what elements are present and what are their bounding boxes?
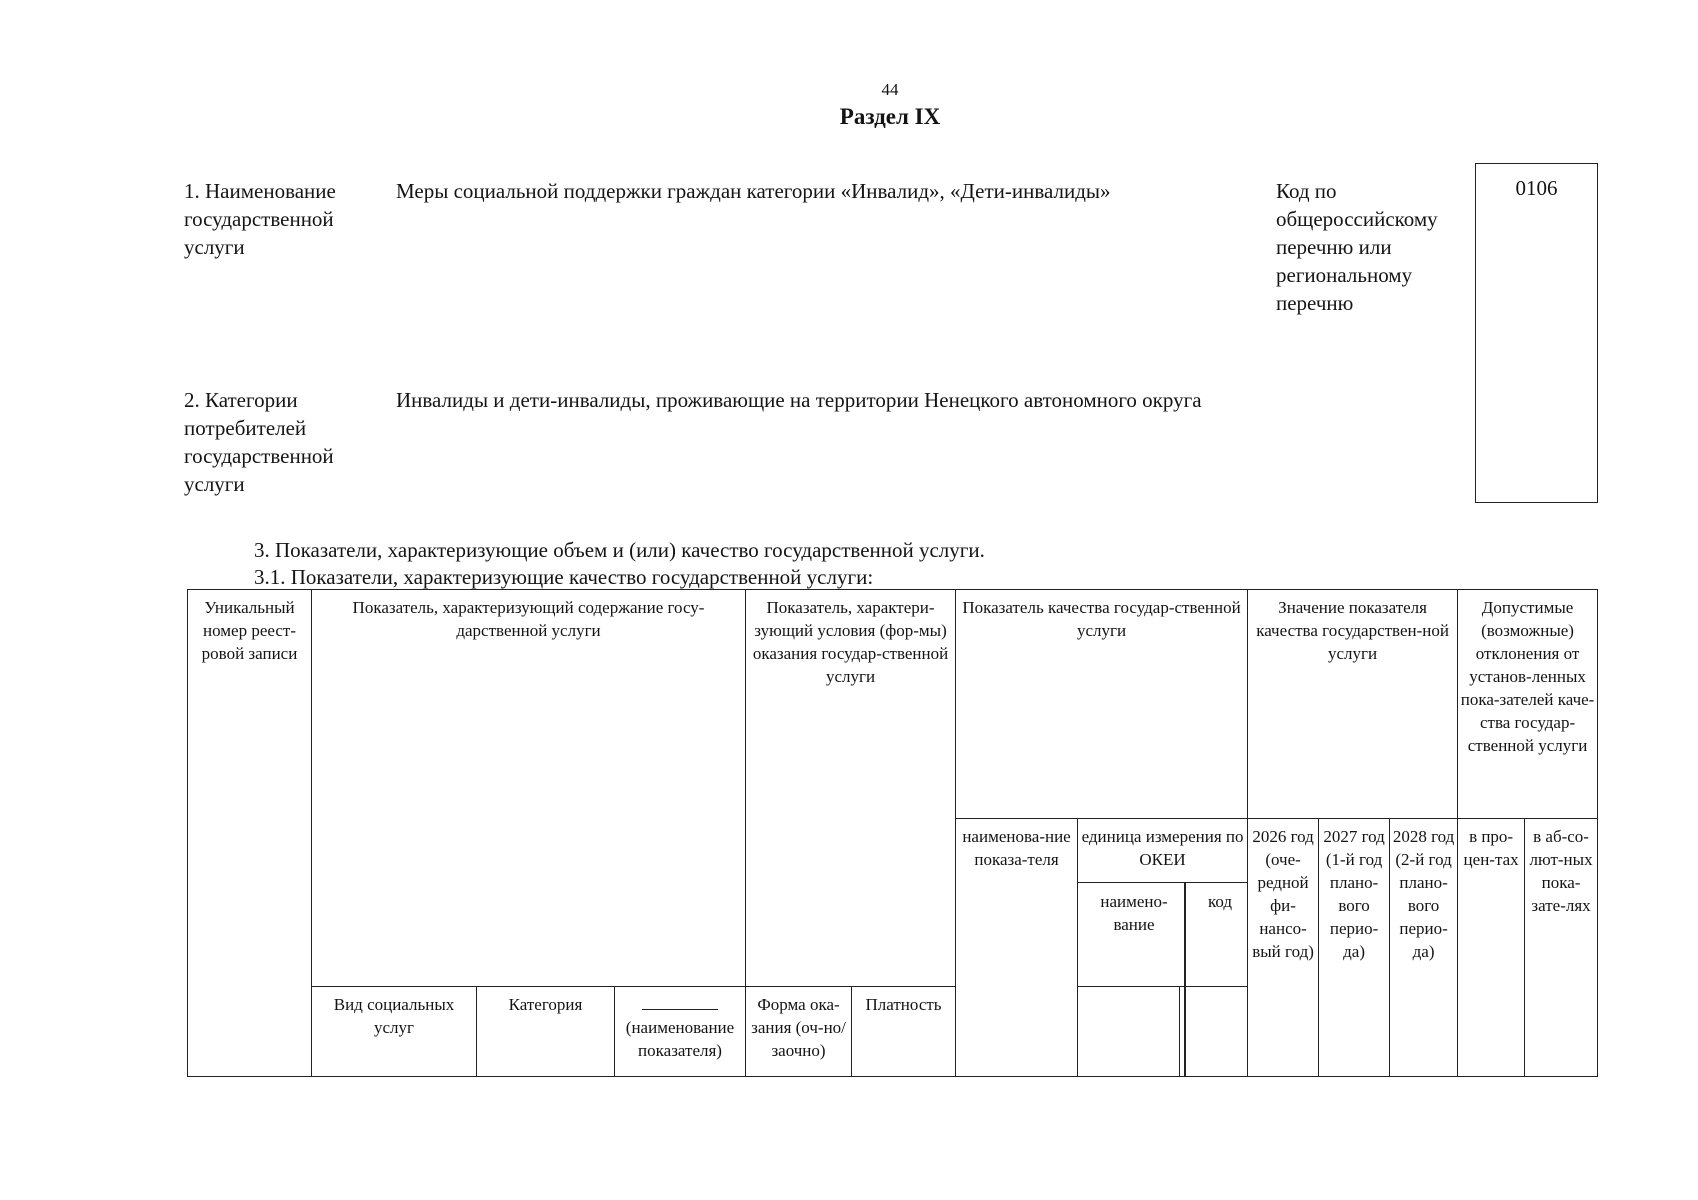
th-indicator-name-caption: (наименование показателя) — [625, 1018, 735, 1060]
code-label: Код по общероссийскому перечню или региональному перечню — [1276, 179, 1438, 315]
th-category: Категория — [477, 987, 615, 1077]
consumers-value: Инвалиды и дети-инвалиды, проживающие на территории Ненецкого автономного округа — [396, 388, 1202, 412]
th-conditions-indicator: Показатель, характери-зующий условия (фор-мы) оказания государ-ственной услуги — [746, 590, 956, 987]
th-allowed-deviation: Допустимые (возможные) отклонения от установ-ленных пока-зателей каче-ства государ-ственной услуги — [1458, 590, 1598, 819]
section-title: Раздел IX — [839, 104, 941, 129]
th-quality-indicator: Показатель качества государ-ственной услуги — [956, 590, 1248, 819]
th-in-percent: в про-цен-тах — [1458, 819, 1525, 1077]
th-content-indicator: Показатель, характеризующий содержание госу-дарственной услуги — [312, 590, 746, 987]
th-unit-code — [1180, 987, 1248, 1077]
service-name-value: Меры социальной поддержки граждан категории «Инвалид», «Дети-инвалиды» — [396, 179, 1111, 203]
blank-line — [642, 995, 718, 1010]
th-unit-name-label: наимено-вание — [1100, 892, 1168, 934]
heading-3-1: 3.1. Показатели, характеризующие качество государственной услуги: — [254, 565, 874, 589]
th-in-absolute: в аб-со-лют-ных пока-зате-лях — [1525, 819, 1598, 1077]
th-indicator-name: наименова-ние показа-теля — [956, 819, 1078, 1077]
th-okei-unit: единица измерения по ОКЕИ — [1078, 819, 1247, 883]
divider-unit-columns — [1184, 883, 1186, 1076]
consumers-label: 2. Категории потребителей государственной услуги — [184, 388, 334, 496]
th-year-2027: 2027 год (1-й год плано-вого перио-да) — [1319, 819, 1390, 1077]
th-payment: Платность — [852, 987, 956, 1077]
code-box — [1475, 163, 1598, 503]
service-name-label: 1. Наименование государственной услуги — [184, 179, 336, 259]
th-unit-name — [1078, 987, 1180, 1077]
th-indicator-name-blank — [615, 987, 746, 1077]
th-year-2026: 2026 год (оче-редной фи-нансо-вый год) — [1248, 819, 1319, 1077]
code-value: 0106 — [1515, 176, 1558, 200]
heading-3: 3. Показатели, характеризующие объем и (или) качество государственной услуги. — [254, 538, 985, 562]
th-social-services-type: Вид социальных услуг — [312, 987, 477, 1077]
th-unique-number: Уникальный номер реест-ровой записи — [188, 590, 312, 1077]
th-indicator-value: Значение показателя качества государствен-ной услуги — [1248, 590, 1458, 819]
page-number: 44 — [881, 80, 899, 99]
quality-indicators-table — [187, 589, 1598, 1077]
th-delivery-form: Форма ока-зания (оч-но/заочно) — [746, 987, 852, 1077]
th-unit-code-label: код — [1207, 892, 1233, 911]
th-year-2028: 2028 год (2-й год плано-вого перио-да) — [1390, 819, 1458, 1077]
